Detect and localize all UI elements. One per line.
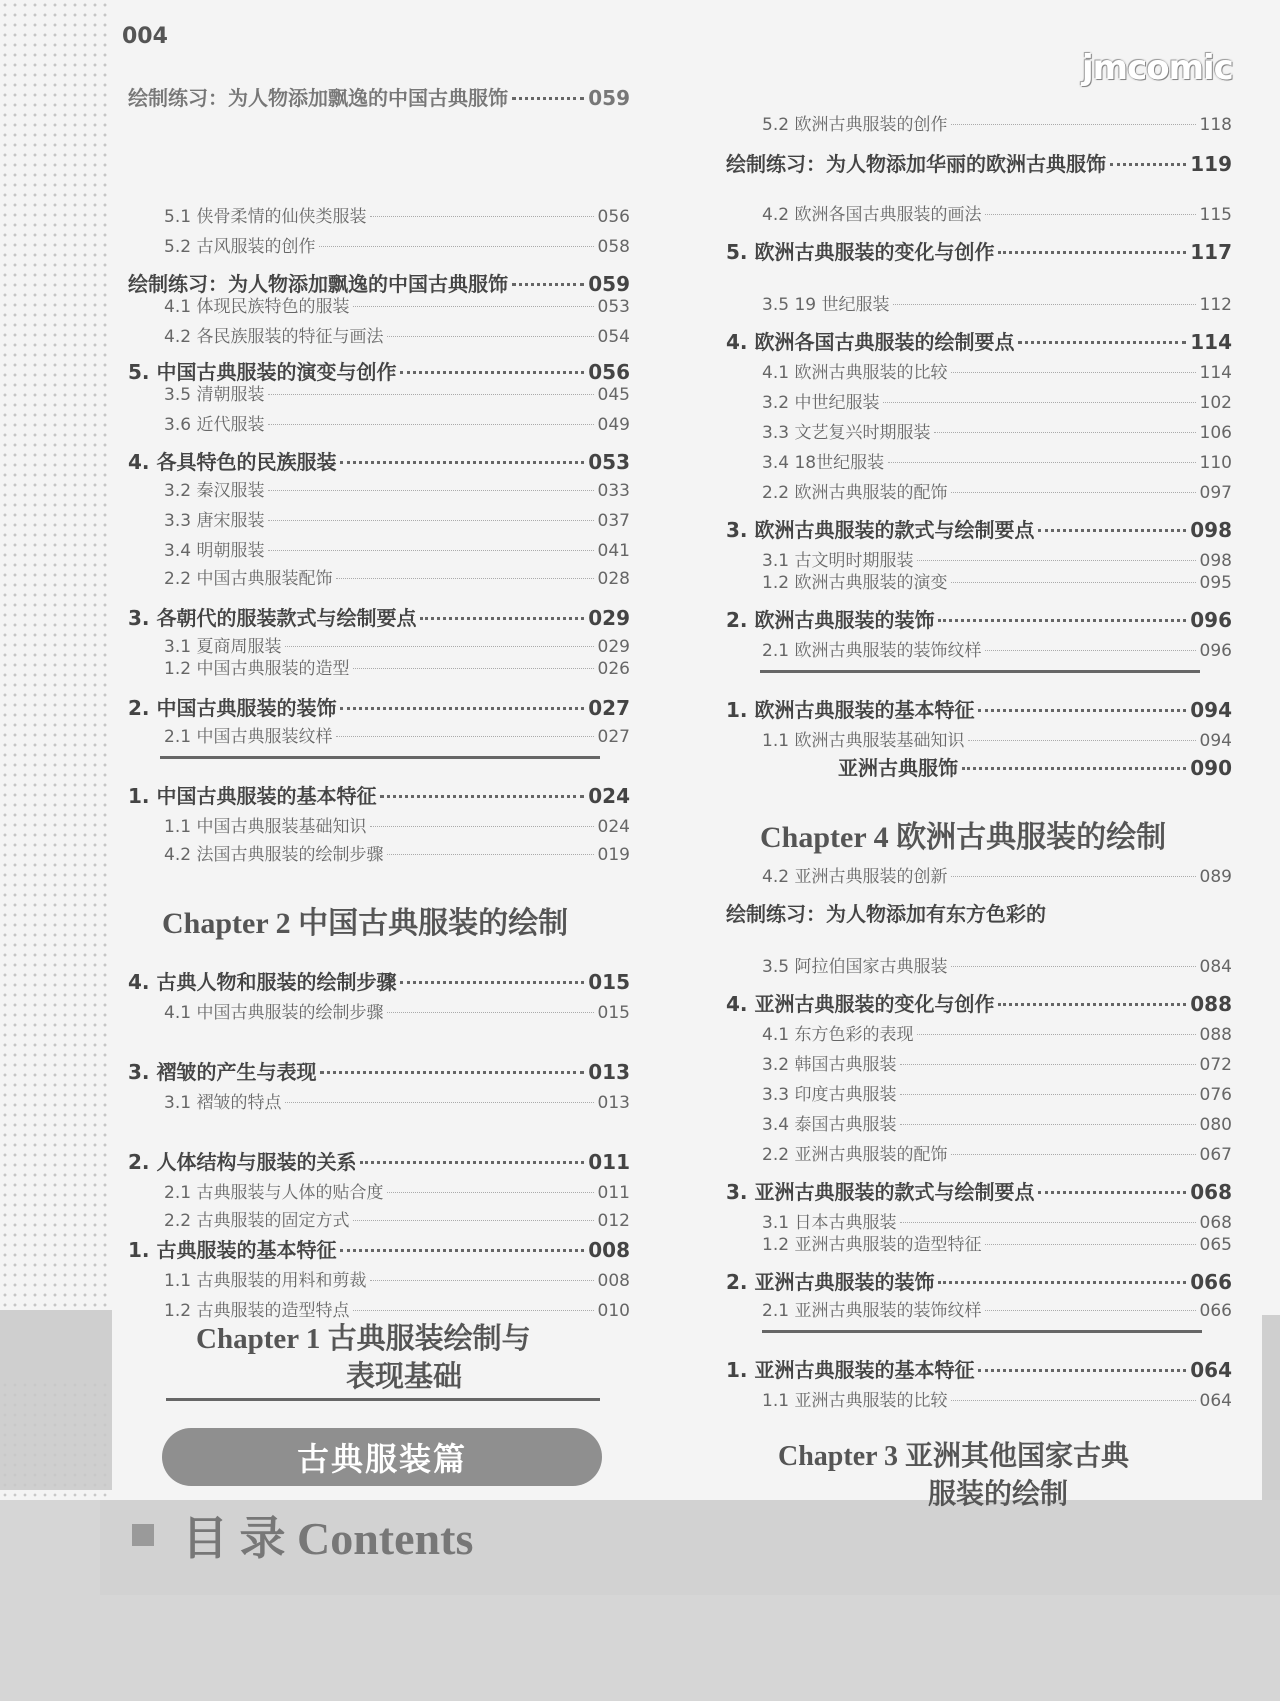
toc-section[interactable] (128, 1146, 630, 1175)
toc-leader (900, 1064, 1195, 1065)
toc-title: 5. 中国古典服装的演变与创作 (128, 360, 397, 384)
toc-title: 2. 中国古典服装的装饰 (128, 696, 337, 720)
toc-title: 2.2 欧洲古典服装的配饰 (762, 483, 948, 503)
toc-section[interactable] (128, 602, 630, 631)
toc-leader (285, 646, 593, 647)
toc-leader (888, 462, 1195, 463)
toc-title: 1. 中国古典服装的基本特征 (128, 784, 377, 808)
toc-leader (951, 492, 1195, 493)
chapter-1-heading[interactable] (196, 1316, 531, 1357)
toc-leader (1038, 1191, 1186, 1194)
toc-section[interactable] (726, 1354, 1232, 1383)
toc-leader (893, 304, 1195, 305)
toc-title: 绘制练习：为人物添加飘逸的中国古典服饰 (128, 86, 508, 110)
toc-entry[interactable] (762, 358, 1232, 383)
toc-title: 3.4 明朝服装 (164, 541, 265, 561)
watermark-logo: jmcomic (1082, 48, 1233, 88)
toc-leader (985, 1244, 1195, 1245)
toc-page: 076 (1199, 1085, 1232, 1105)
toc-title: 5. 欧洲古典服装的变化与创作 (726, 240, 995, 264)
toc-entry[interactable] (164, 564, 630, 589)
toc-page: 114 (1190, 330, 1232, 354)
toc-page: 115 (1199, 205, 1232, 225)
toc-entry[interactable] (762, 1140, 1232, 1165)
toc-title: 1.1 中国古典服装基础知识 (164, 817, 367, 837)
toc-leader (883, 402, 1195, 403)
toc-leader (938, 619, 1186, 622)
toc-entry[interactable] (762, 1110, 1232, 1135)
toc-title: 3.2 秦汉服装 (164, 481, 265, 501)
chapter-title-line1: 亚洲其他国家古典 (905, 1439, 1130, 1472)
toc-leader (268, 520, 593, 521)
toc-leader (319, 246, 593, 247)
toc-title: 1.1 古典服装的用料和剪裁 (164, 1271, 367, 1291)
toc-leader (387, 854, 593, 855)
toc-leader (951, 372, 1195, 373)
toc-leader (285, 1102, 593, 1103)
toc-title: 3.6 近代服装 (164, 415, 265, 435)
chapter-2-heading[interactable] (162, 898, 568, 942)
toc-title: 3. 褶皱的产生与表现 (128, 1060, 317, 1084)
toc-entry[interactable] (164, 322, 630, 347)
toc-title: 2.1 亚洲古典服装的装饰纹样 (762, 1301, 982, 1321)
toc-entry[interactable] (164, 840, 630, 865)
toc-entry[interactable] (762, 1080, 1232, 1105)
toc-entry[interactable] (164, 812, 630, 837)
toc-page: 110 (1199, 453, 1232, 473)
toc-page: 045 (597, 385, 630, 405)
toc-page: 058 (597, 237, 630, 257)
toc-section[interactable] (726, 148, 1232, 177)
toc-title: 3.2 韩国古典服装 (762, 1055, 897, 1075)
toc-page: 098 (1199, 551, 1232, 571)
toc-page: 053 (597, 297, 630, 317)
toc-section[interactable] (726, 1176, 1232, 1205)
toc-page: 084 (1199, 957, 1232, 977)
toc-title: 4.1 东方色彩的表现 (762, 1025, 914, 1045)
toc-title: 3.5 阿拉伯国家古典服装 (762, 957, 948, 977)
toc-title: 4.1 欧洲古典服装的比较 (762, 363, 948, 383)
toc-leader (951, 582, 1195, 583)
toc-entry[interactable] (762, 862, 1232, 887)
toc-leader (320, 1071, 584, 1074)
toc-leader (380, 795, 584, 798)
toc-leader (512, 283, 584, 286)
toc-title: 1. 古典服装的基本特征 (128, 1238, 337, 1262)
toc-page: 094 (1199, 731, 1232, 751)
toc-page: 102 (1199, 393, 1232, 413)
toc-page: 096 (1199, 641, 1232, 661)
toc-leader (340, 1249, 584, 1252)
toc-title: 4.2 亚洲古典服装的创新 (762, 867, 948, 887)
toc-leader (917, 1034, 1195, 1035)
toc-entry[interactable] (762, 418, 1232, 443)
toc-title: 3. 各朝代的服装款式与绘制要点 (128, 606, 417, 630)
toc-entry[interactable] (762, 952, 1232, 977)
toc-leader (938, 1281, 1186, 1284)
toc-page: 037 (597, 511, 630, 531)
toc-leader (336, 578, 593, 579)
toc-leader (951, 124, 1195, 125)
toc-page: 119 (1190, 152, 1232, 176)
toc-leader (1038, 529, 1186, 532)
toc-leader (900, 1094, 1195, 1095)
toc-page: 013 (597, 1093, 630, 1113)
toc-title: 3.4 18世纪服装 (762, 453, 885, 473)
toc-page: 041 (597, 541, 630, 561)
toc-entry[interactable] (164, 536, 630, 561)
toc-title: 绘制练习：为人物添加有东方色彩的 (726, 902, 1046, 926)
toc-title: 3.1 夏商周服装 (164, 637, 282, 657)
toc-leader (360, 1161, 584, 1164)
toc-leader (353, 1310, 593, 1311)
toc-leader (420, 617, 584, 620)
toc-entry[interactable] (762, 1020, 1232, 1045)
contents-title: 目 录 Contents (182, 1513, 474, 1564)
toc-section[interactable] (726, 1266, 1232, 1295)
toc-leader (917, 560, 1195, 561)
toc-page: 029 (597, 637, 630, 657)
toc-entry[interactable] (762, 568, 1232, 593)
toc-title: 4.2 欧洲各国古典服装的画法 (762, 205, 982, 225)
contents-heading (132, 1502, 473, 1568)
chapter-number: Chapter 4 (760, 821, 889, 854)
toc-page: 059 (588, 272, 630, 296)
toc-page: 013 (588, 1060, 630, 1084)
toc-page: 056 (597, 207, 630, 227)
toc-section[interactable] (128, 1056, 630, 1085)
toc-leader (1018, 341, 1186, 344)
toc-entry[interactable] (164, 1206, 630, 1231)
toc-leader (978, 1369, 1186, 1372)
chapter-title-line1: 古典服装绘制与 (327, 1321, 531, 1355)
toc-page: 114 (1199, 363, 1232, 383)
toc-title: 2.1 古典服装与人体的贴合度 (164, 1183, 384, 1203)
toc-entry[interactable] (762, 448, 1232, 473)
toc-page: 029 (588, 606, 630, 630)
toc-leader (968, 740, 1195, 741)
toc-page: 008 (597, 1271, 630, 1291)
divider (160, 756, 600, 759)
toc-entry[interactable] (762, 1296, 1232, 1321)
toc-leader (951, 1154, 1195, 1155)
chapter-number: Chapter 3 (778, 1441, 899, 1472)
chapter-title: 欧洲古典服装的绘制 (896, 820, 1167, 855)
toc-title: 2. 欧洲古典服装的装饰 (726, 608, 935, 632)
toc-leader (340, 707, 584, 710)
toc-entry[interactable] (164, 410, 630, 435)
toc-section[interactable] (726, 988, 1232, 1017)
chapter-3-heading[interactable] (778, 1434, 1129, 1474)
toc-title: 3.4 泰国古典服装 (762, 1115, 897, 1135)
chapter-title-line2: 表现基础 (346, 1359, 463, 1393)
toc-title: 3.3 印度古典服装 (762, 1085, 897, 1105)
toc-section[interactable] (726, 326, 1232, 355)
toc-page: 097 (1199, 483, 1232, 503)
toc-title: 2.1 欧洲古典服装的装饰纹样 (762, 641, 982, 661)
toc-page: 095 (1199, 573, 1232, 593)
toc-title: 3.2 中世纪服装 (762, 393, 880, 413)
toc-title: 4. 亚洲古典服装的变化与创作 (726, 992, 995, 1016)
toc-leader (353, 306, 593, 307)
toc-entry[interactable] (762, 290, 1232, 315)
toc-entry[interactable] (164, 1178, 630, 1203)
toc-title: 4. 欧洲各国古典服装的绘制要点 (726, 330, 1015, 354)
chapter-4-heading[interactable] (760, 812, 1166, 856)
toc-title: 3.3 文艺复兴时期服装 (762, 423, 931, 443)
toc-entry[interactable] (762, 478, 1232, 503)
toc-page: 090 (1190, 756, 1232, 780)
section-tab[interactable]: 古典服装篇 (162, 1428, 602, 1486)
toc-title: 2.2 亚洲古典服装的配饰 (762, 1145, 948, 1165)
page-number: 004 (122, 24, 168, 49)
toc-page: 028 (597, 569, 630, 589)
toc-leader (353, 668, 593, 669)
toc-section[interactable] (726, 898, 1232, 927)
toc-title: 2.2 古典服装的固定方式 (164, 1211, 350, 1231)
toc-entry[interactable] (762, 1050, 1232, 1075)
toc-page: 096 (1190, 608, 1232, 632)
toc-leader (387, 336, 593, 337)
toc-title: 1. 亚洲古典服装的基本特征 (726, 1358, 975, 1382)
toc-leader (370, 826, 593, 827)
toc-title: 2. 人体结构与服装的关系 (128, 1150, 357, 1174)
toc-page: 008 (588, 1238, 630, 1262)
chapter-3-heading-line2 (928, 1472, 1068, 1512)
toc-entry[interactable] (762, 726, 1232, 751)
toc-leader (512, 97, 584, 100)
toc-entry[interactable] (762, 636, 1232, 661)
toc-leader (985, 1310, 1195, 1311)
toc-title: 4.2 各民族服装的特征与画法 (164, 327, 384, 347)
toc-page: 068 (1190, 1180, 1232, 1204)
toc-entry[interactable] (762, 388, 1232, 413)
toc-title: 4. 各具特色的民族服装 (128, 450, 337, 474)
chapter-title: 中国古典服装的绘制 (298, 906, 569, 941)
toc-entry[interactable] (164, 202, 630, 227)
toc-title: 4.2 法国古典服装的绘制步骤 (164, 845, 384, 865)
toc-title: 3.1 日本古典服装 (762, 1213, 897, 1233)
toc-entry[interactable] (164, 506, 630, 531)
toc-page: 011 (588, 1150, 630, 1174)
toc-title: 4. 古典人物和服装的绘制步骤 (128, 970, 397, 994)
toc-page: 015 (588, 970, 630, 994)
toc-section[interactable] (128, 692, 630, 721)
toc-page: 011 (597, 1183, 630, 1203)
toc-page: 019 (597, 845, 630, 865)
toc-page: 059 (588, 86, 630, 110)
toc-section[interactable] (726, 236, 1232, 265)
toc-page: 094 (1190, 698, 1232, 722)
toc-title: 1.2 古典服装的造型特点 (164, 1301, 350, 1321)
toc-title: 1.2 中国古典服装的造型 (164, 659, 350, 679)
toc-page: 024 (597, 817, 630, 837)
toc-title: 3.1 褶皱的特点 (164, 1093, 282, 1113)
toc-leader (387, 1012, 593, 1013)
divider (166, 1398, 600, 1401)
toc-section[interactable] (726, 514, 1232, 543)
dot-pattern (0, 0, 112, 1400)
divider (760, 670, 1200, 673)
toc-title: 绘制练习：为人物添加飘逸的中国古典服饰 (128, 272, 508, 296)
toc-page: 049 (597, 415, 630, 435)
toc-leader (900, 1222, 1195, 1223)
toc-entry[interactable] (164, 722, 630, 747)
toc-entry[interactable] (164, 232, 630, 257)
toc-page: 033 (597, 481, 630, 501)
toc-entry[interactable] (164, 654, 630, 679)
toc-title: 3.3 唐宋服装 (164, 511, 265, 531)
toc-left-top-section[interactable] (128, 82, 630, 111)
toc-page: 080 (1199, 1115, 1232, 1135)
toc-leader (951, 966, 1195, 967)
toc-entry[interactable] (762, 200, 1232, 225)
toc-title: 5.2 古风服装的创作 (164, 237, 316, 257)
toc-leader (340, 461, 584, 464)
toc-title: 3.1 古文明时期服装 (762, 551, 914, 571)
toc-leader (978, 709, 1186, 712)
toc-entry[interactable] (762, 1386, 1232, 1411)
toc-leader (268, 394, 593, 395)
toc-title: 1.1 亚洲古典服装的比较 (762, 1391, 948, 1411)
toc-title: 3.5 清朝服装 (164, 385, 265, 405)
toc-page: 026 (597, 659, 630, 679)
toc-leader (268, 424, 593, 425)
toc-title: 2. 亚洲古典服装的装饰 (726, 1270, 935, 1294)
toc-title: 4.1 中国古典服装的绘制步骤 (164, 1003, 384, 1023)
toc-page: 066 (1190, 1270, 1232, 1294)
toc-page: 054 (597, 327, 630, 347)
toc-page: 064 (1199, 1391, 1232, 1411)
toc-leader (400, 371, 584, 374)
toc-title: 4.1 体现民族特色的服装 (164, 297, 350, 317)
toc-title: 3.5 19 世纪服装 (762, 295, 890, 315)
toc-leader (998, 251, 1186, 254)
toc-section[interactable] (128, 780, 630, 809)
toc-entry[interactable] (164, 292, 630, 317)
toc-page: 067 (1199, 1145, 1232, 1165)
toc-page: 068 (1199, 1213, 1232, 1233)
toc-leader (370, 1280, 593, 1281)
chapter-number: Chapter 1 (196, 1323, 321, 1355)
toc-page: 024 (588, 784, 630, 808)
toc-page: 088 (1199, 1025, 1232, 1045)
toc-leader (400, 981, 584, 984)
toc-entry[interactable] (164, 1088, 630, 1113)
toc-title: 1. 欧洲古典服装的基本特征 (726, 698, 975, 722)
toc-leader (985, 214, 1195, 215)
toc-leader (336, 736, 593, 737)
toc-section[interactable] (128, 1234, 630, 1263)
toc-page: 089 (1199, 867, 1232, 887)
toc-leader (353, 1220, 593, 1221)
toc-page: 065 (1199, 1235, 1232, 1255)
toc-title: 亚洲古典服饰 (838, 756, 958, 780)
toc-title: 1.2 亚洲古典服装的造型特征 (762, 1235, 982, 1255)
toc-page: 118 (1199, 115, 1232, 135)
toc-leader (998, 1003, 1186, 1006)
toc-page: 027 (597, 727, 630, 747)
toc-section[interactable] (838, 752, 1232, 781)
toc-leader (268, 490, 593, 491)
toc-title: 2.1 中国古典服装纹样 (164, 727, 333, 747)
toc-page: 012 (597, 1211, 630, 1231)
square-bullet-icon (132, 1524, 154, 1546)
chapter-1-heading-line2 (346, 1354, 462, 1395)
toc-title: 5.1 侠骨柔情的仙侠类服装 (164, 207, 367, 227)
toc-leader (900, 1124, 1195, 1125)
toc-page: 010 (597, 1301, 630, 1321)
toc-entry[interactable] (164, 380, 630, 405)
toc-leader (387, 1192, 593, 1193)
toc-page: 098 (1190, 518, 1232, 542)
toc-leader (934, 432, 1195, 433)
toc-leader (268, 550, 593, 551)
toc-page: 056 (588, 360, 630, 384)
toc-title: 3. 欧洲古典服装的款式与绘制要点 (726, 518, 1035, 542)
toc-entry[interactable] (762, 110, 1232, 135)
toc-title: 1.1 欧洲古典服装基础知识 (762, 731, 965, 751)
toc-title: 绘制练习：为人物添加华丽的欧洲古典服饰 (726, 152, 1106, 176)
toc-page: 088 (1190, 992, 1232, 1016)
toc-title: 1.2 欧洲古典服装的演变 (762, 573, 948, 593)
toc-leader (370, 216, 593, 217)
toc-leader (1110, 163, 1186, 166)
toc-page: 066 (1199, 1301, 1232, 1321)
toc-page: 117 (1190, 240, 1232, 264)
toc-entry[interactable] (164, 1266, 630, 1291)
toc-page: 053 (588, 450, 630, 474)
chapter-number: Chapter 2 (162, 907, 291, 940)
toc-title: 3. 亚洲古典服装的款式与绘制要点 (726, 1180, 1035, 1204)
toc-entry[interactable] (762, 1230, 1232, 1255)
toc-section[interactable] (726, 604, 1232, 633)
chapter-title-line2: 服装的绘制 (928, 1477, 1069, 1510)
toc-entry[interactable] (164, 998, 630, 1023)
divider (762, 1330, 1202, 1333)
toc-leader (962, 767, 1186, 770)
toc-section[interactable] (726, 694, 1232, 723)
toc-entry[interactable] (164, 476, 630, 501)
toc-title: 5.2 欧洲古典服装的创作 (762, 115, 948, 135)
toc-leader (951, 1400, 1195, 1401)
toc-page: 106 (1199, 423, 1232, 443)
toc-page: 112 (1199, 295, 1232, 315)
toc-page: 027 (588, 696, 630, 720)
toc-leader (985, 650, 1195, 651)
toc-section[interactable] (128, 966, 630, 995)
toc-section[interactable] (128, 446, 630, 475)
toc-leader (951, 876, 1195, 877)
toc-title: 2.2 中国古典服装配饰 (164, 569, 333, 589)
toc-page: 015 (597, 1003, 630, 1023)
toc-page: 064 (1190, 1358, 1232, 1382)
toc-page: 072 (1199, 1055, 1232, 1075)
